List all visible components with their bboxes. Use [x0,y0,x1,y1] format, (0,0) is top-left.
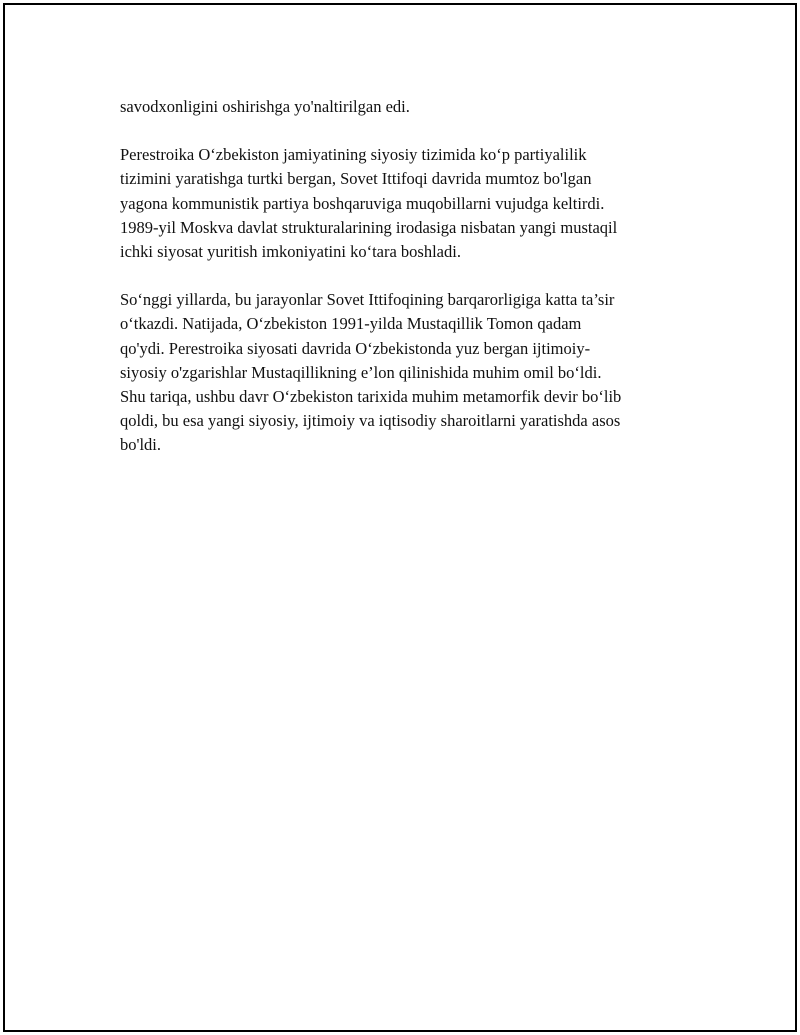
text-line: 1989-yil Moskva davlat strukturalarining irodasiga nisbatan yangi mustaqil [120,217,618,237]
text-line: So‘nggi yillarda, bu jarayonlar Sovet Ittifoqining barqarorligiga katta ta’sir [120,290,615,310]
paragraph-3 [120,288,690,457]
paragraph-1 [120,95,690,119]
text-line: savodxonligini oshirishga yo'naltirilgan edi. [120,97,410,116]
text-line: yagona kommunistik partiya boshqaruviga muqobillarni vujudga keltirdi. [120,193,605,213]
paragraph-2 [120,143,690,264]
text-line: Shu tariqa, ushbu davr O‘zbekiston tarixida muhim metamorfik devir bo‘lib [120,387,622,407]
text-line: tizimini yaratishga turtki bergan, Sovet Ittifoqi davrida mumtoz bo'lgan [120,169,592,189]
text-line: Perestroika O‘zbekiston jamiyatining siyosiy tizimida ko‘p partiyalilik [120,145,587,165]
text-line: o‘tkazdi. Natijada, O‘zbekiston 1991-yilda Mustaqillik Tomon qadam [120,314,582,334]
text-line: qo'ydi. Perestroika siyosati davrida O‘zbekistonda yuz bergan ijtimoiy- [120,338,591,358]
text-line: ichki siyosat yuritish imkoniyatini ko‘tara boshladi. [120,242,461,262]
text-line: siyosiy o'zgarishlar Mustaqillikning e’lon qilinishida muhim omil bo‘ldi. [120,362,602,382]
text-line: bo'ldi. [120,435,162,455]
document-body [120,95,690,482]
document-page [3,3,797,1032]
text-line: qoldi, bu esa yangi siyosiy, ijtimoiy va iqtisodiy sharoitlarni yaratishda asos [120,411,621,431]
